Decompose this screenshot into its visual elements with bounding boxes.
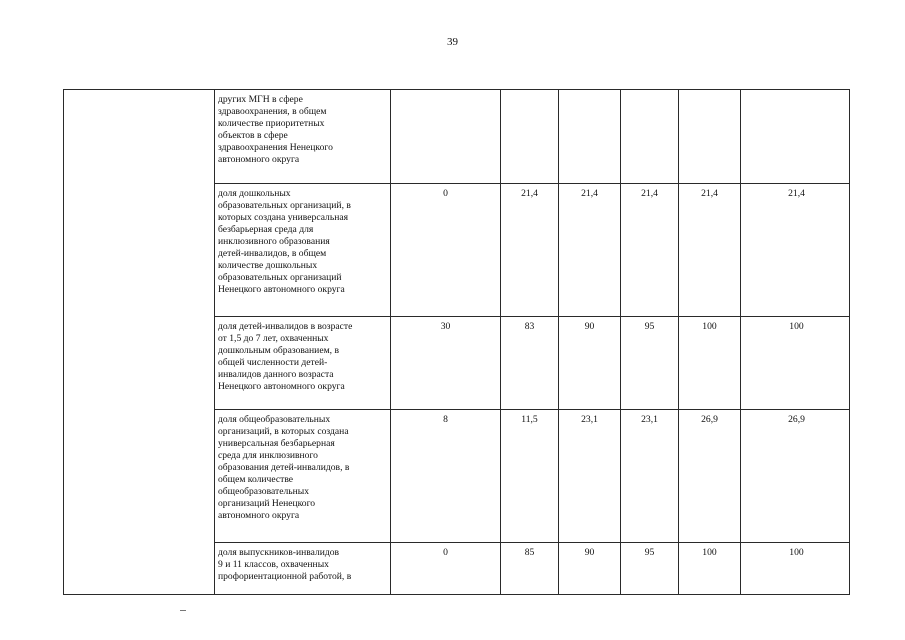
indicator-description: доля выпускников-инвалидов 9 и 11 классов, охваченных профориентационной работой, в <box>215 543 391 595</box>
scan-mark <box>180 610 186 611</box>
value-cell: 30 <box>391 317 501 410</box>
value-cell <box>741 90 850 184</box>
value-cell <box>391 90 501 184</box>
value-cell: 0 <box>391 543 501 595</box>
indicator-description: доля общеобразовательных организаций, в которых создана универсальная безбарьерная среда для инклюзивного образования детей-инвалидов, в общем количестве общеобразовательных организаций Ненецкого автономного округа <box>215 410 391 543</box>
value-cell <box>501 90 559 184</box>
value-cell: 90 <box>559 543 621 595</box>
value-cell: 21,4 <box>679 184 741 317</box>
value-cell: 21,4 <box>741 184 850 317</box>
merged-left-cell <box>64 90 215 595</box>
value-cell: 21,4 <box>621 184 679 317</box>
value-cell: 85 <box>501 543 559 595</box>
value-cell: 100 <box>741 543 850 595</box>
indicator-description: других МГН в сфере здравоохранения, в общем количестве приоритетных объектов в сфере здравоохранения Ненецкого автономного округа <box>215 90 391 184</box>
value-cell: 21,4 <box>559 184 621 317</box>
value-cell: 23,1 <box>559 410 621 543</box>
indicators-table <box>63 89 850 595</box>
value-cell <box>559 90 621 184</box>
value-cell <box>679 90 741 184</box>
value-cell: 90 <box>559 317 621 410</box>
value-cell: 26,9 <box>741 410 850 543</box>
value-cell: 100 <box>741 317 850 410</box>
indicator-description: доля детей-инвалидов в возрасте от 1,5 до 7 лет, охваченных дошкольным образованием, в общей численности детей- инвалидов данного возраста Ненецкого автономного округа <box>215 317 391 410</box>
value-cell: 95 <box>621 543 679 595</box>
value-cell: 26,9 <box>679 410 741 543</box>
value-cell: 21,4 <box>501 184 559 317</box>
value-cell: 100 <box>679 543 741 595</box>
value-cell: 23,1 <box>621 410 679 543</box>
value-cell: 100 <box>679 317 741 410</box>
table-row <box>64 90 850 184</box>
page-number: 39 <box>447 36 458 48</box>
value-cell: 0 <box>391 184 501 317</box>
value-cell <box>621 90 679 184</box>
value-cell: 95 <box>621 317 679 410</box>
value-cell: 11,5 <box>501 410 559 543</box>
value-cell: 8 <box>391 410 501 543</box>
indicator-description: доля дошкольных образовательных организаций, в которых создана универсальная безбарьерная среда для инклюзивного образования детей-инвалидов, в общем количестве дошкольных образовательных организаций Ненецкого автономного округа <box>215 184 391 317</box>
value-cell: 83 <box>501 317 559 410</box>
